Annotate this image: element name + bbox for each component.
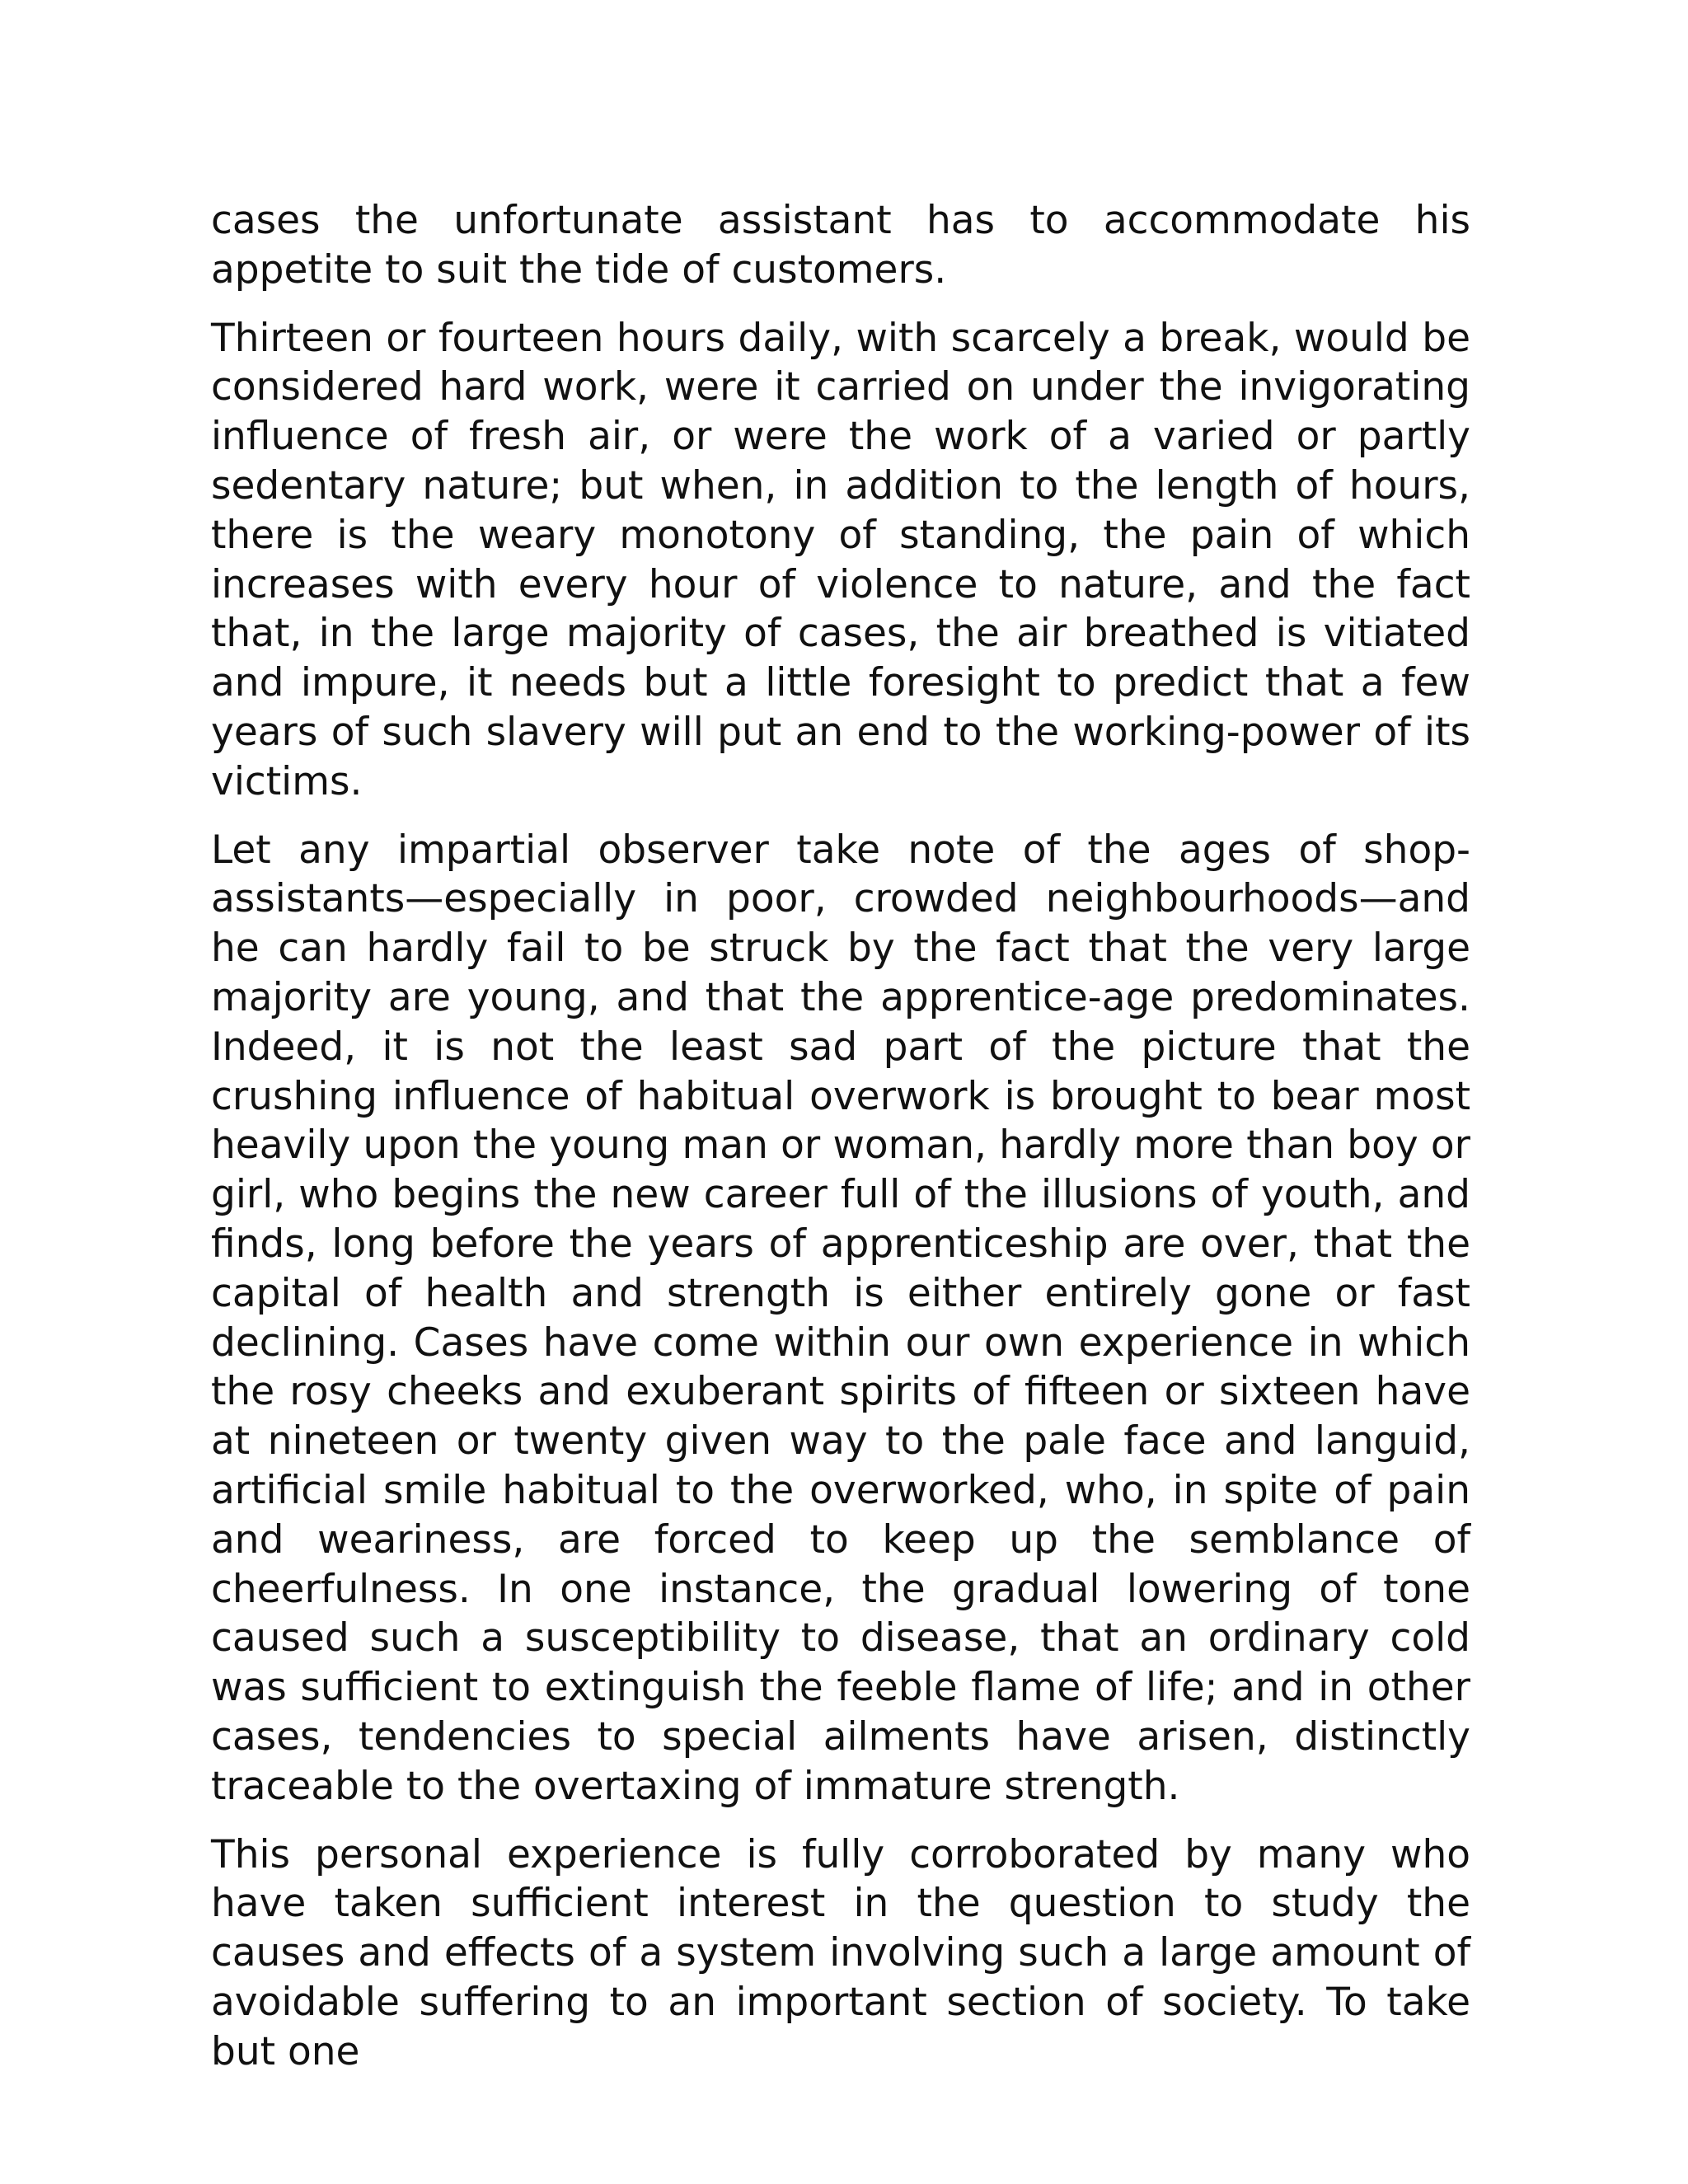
- paragraph-1: cases the unfortunate assistant has to accommodate his appetite to suit the tide of customers.: [211, 198, 1470, 293]
- paragraph-2: Thirteen or fourteen hours daily, with scarcely a break, would be considered hard work, were it carried on under the invigorating influence of fresh air, or were the work of a varied or partly sedentary nature; but when, in addition to the length of hours, there is the weary monotony of standing, the pain of which increases with every hour of violence to nature, and the fact that, in the large majority of cases, the air breathed is vitiated and impure, it needs but a little foresight to predict that a few years of such slavery will put an end to the working-power of its victims.: [211, 315, 1470, 804]
- paragraph-4: This personal experience is fully corroborated by many who have taken sufficient interest in the question to study the causes and effects of a system involving such a large amount of avoidable suffering to an important section of society. To take but one: [211, 1831, 1470, 2074]
- paragraph-3: Let any impartial observer take note of the ages of shop-assistants—especially in poor, crowded neighbourhoods—and he can hardly fail to be struck by the fact that the very large majority are young, and that the apprentice-age predominates. Indeed, it is not the least sad part of the picture that the crushing influence of habitual overwork is brought to bear most heavily upon the young man or woman, hardly more than boy or girl, who begins the new career full of the illusions of youth, and finds, long before the years of apprenticeship are over, that the capital of health and strength is either entirely gone or fast declining. Cases have come within our own experience in which the rosy cheeks and exuberant spirits of fifteen or sixteen have at nineteen or twenty given way to the pale face and languid, artificial smile habitual to the overworked, who, in spite of pain and weariness, are forced to keep up the semblance of cheerfulness. In one instance, the gradual lowering of tone caused such a susceptibility to disease, that an ordinary cold was sufficient to extinguish the feeble flame of life; and in other cases, tendencies to special ailments have arisen, distinctly traceable to the overtaxing of immature strength.: [211, 827, 1470, 1809]
- body-text: [211, 196, 1470, 2095]
